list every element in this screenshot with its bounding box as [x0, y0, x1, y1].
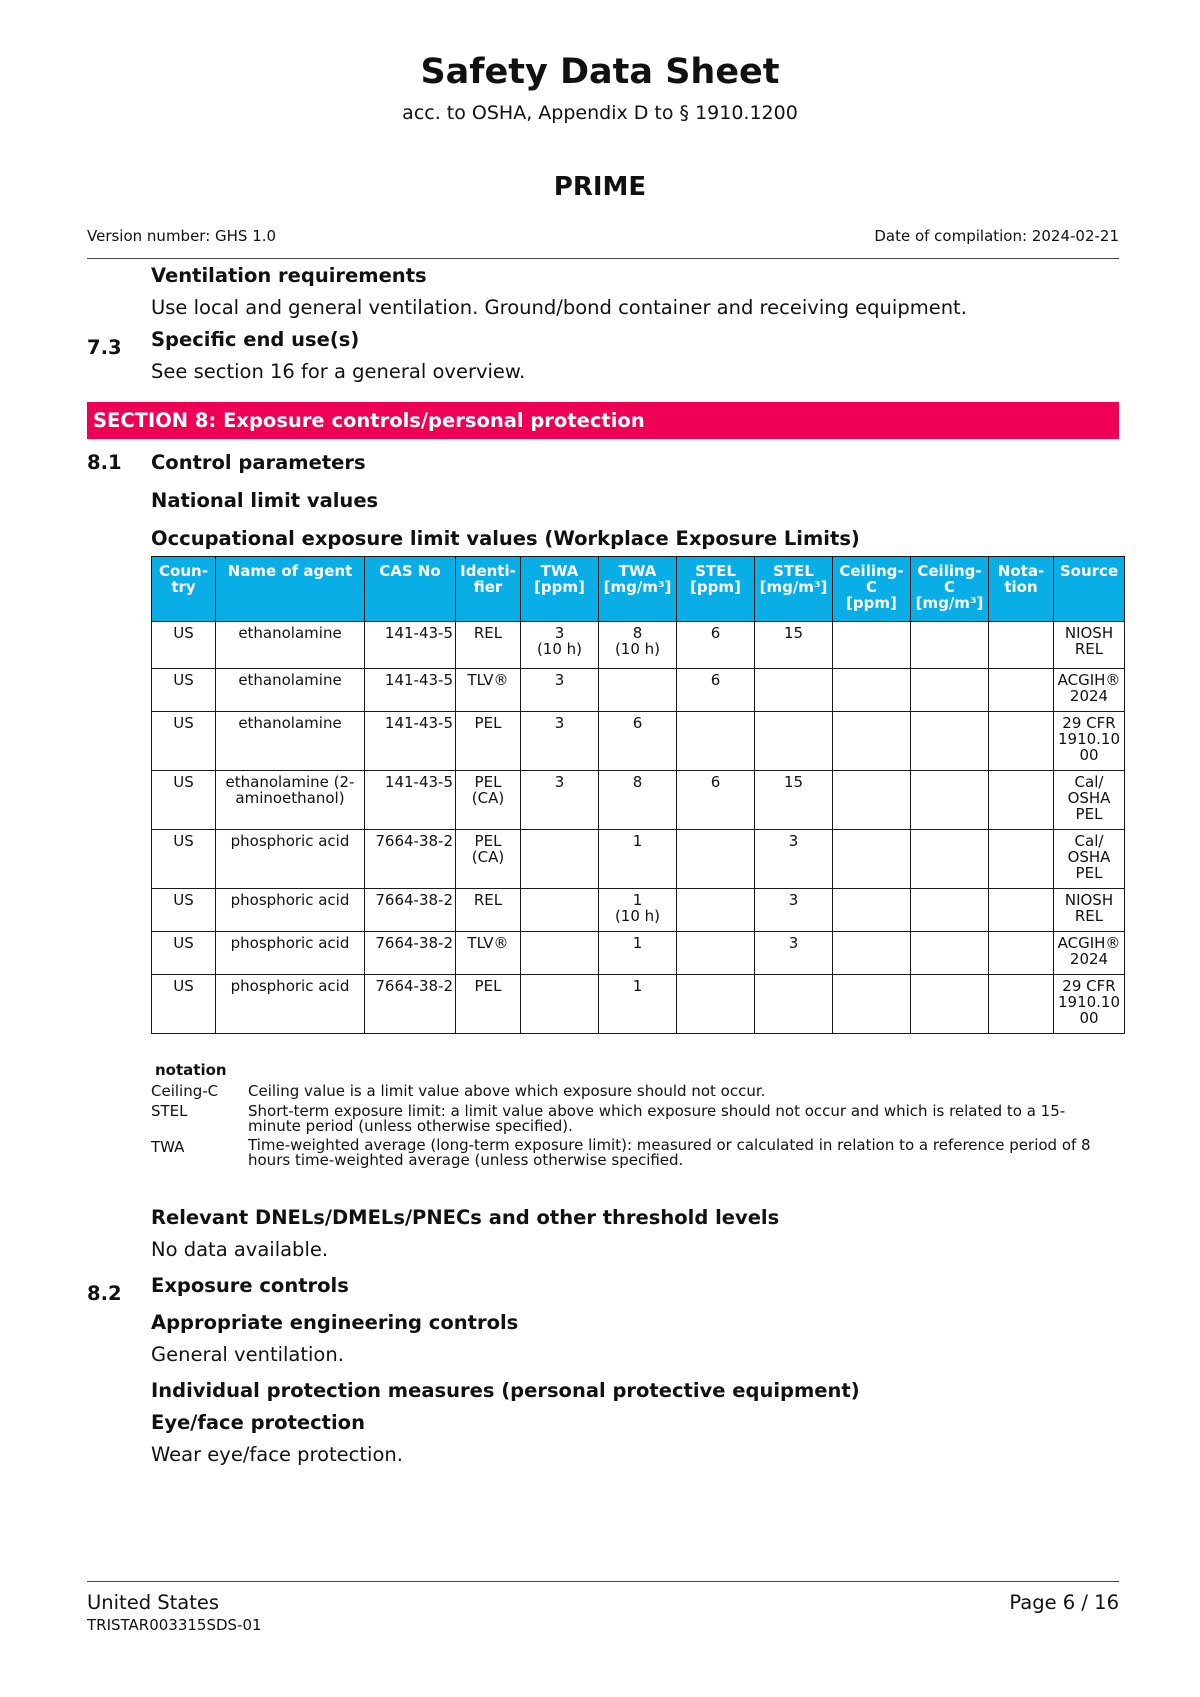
cell-twa-mg	[599, 669, 677, 712]
cell-ceiling-ppm	[833, 669, 911, 712]
cell-identifier: TLV®	[456, 669, 521, 712]
cell-stel-mg	[755, 669, 833, 712]
cell-country: US	[152, 932, 216, 975]
cell-twa-mg: 1	[599, 932, 677, 975]
section-8-banner: SECTION 8: Exposure controls/personal protection	[87, 402, 1119, 439]
column-header-ceiling-ppm: Ceiling-C [ppm]	[833, 557, 911, 622]
version-number: Version number: GHS 1.0	[87, 227, 277, 245]
cell-ceiling-ppm	[833, 712, 911, 771]
footer-document-code: TRISTAR003315SDS-01	[87, 1616, 262, 1634]
cell-identifier: REL	[456, 622, 521, 669]
eye-protection-heading: Eye/face protection	[151, 1411, 365, 1434]
cell-twa-ppm: 3	[521, 712, 599, 771]
table-row	[152, 830, 1125, 889]
cell-agent-name: phosphoric acid	[216, 975, 365, 1034]
cell-ceiling-mg	[911, 975, 989, 1034]
cell-identifier: PEL (CA)	[456, 830, 521, 889]
cell-ceiling-ppm	[833, 830, 911, 889]
table-row	[152, 932, 1125, 975]
column-header-stel-ppm: STEL [ppm]	[677, 557, 755, 622]
table-row	[152, 669, 1125, 712]
cell-twa-mg: 1	[599, 975, 677, 1034]
cell-cas-no: 141-43-5	[365, 712, 456, 771]
cell-cas-no: 7664-38-2	[365, 975, 456, 1034]
cell-twa-mg: 6	[599, 712, 677, 771]
cell-ceiling-mg	[911, 669, 989, 712]
cell-notation	[989, 622, 1054, 669]
cell-cas-no: 7664-38-2	[365, 932, 456, 975]
oel-table-heading: Occupational exposure limit values (Workplace Exposure Limits)	[151, 527, 860, 550]
cell-stel-mg: 15	[755, 771, 833, 830]
ventilation-heading: Ventilation requirements	[151, 264, 427, 287]
cell-stel-ppm: 6	[677, 669, 755, 712]
column-header-cas-no: CAS No	[365, 557, 456, 622]
cell-country: US	[152, 889, 216, 932]
cell-twa-mg: 8	[599, 771, 677, 830]
cell-ceiling-ppm	[833, 889, 911, 932]
cell-country: US	[152, 771, 216, 830]
specific-end-use-text: See section 16 for a general overview.	[151, 360, 526, 383]
cell-cas-no: 7664-38-2	[365, 889, 456, 932]
cell-cas-no: 141-43-5	[365, 622, 456, 669]
cell-twa-ppm	[521, 889, 599, 932]
cell-identifier: REL	[456, 889, 521, 932]
cell-country: US	[152, 669, 216, 712]
exposure-controls-heading: Exposure controls	[151, 1274, 349, 1297]
notation-text-stel: Short-term exposure limit: a limit value above which exposure should not occur and which is related to a 15-minute period (unless otherwise specified).	[248, 1102, 1066, 1135]
notation-key-stel: STEL	[151, 1102, 188, 1120]
dnel-heading: Relevant DNELs/DMELs/PNECs and other threshold levels	[151, 1206, 780, 1229]
column-header-identifier: Identi- fier	[456, 557, 521, 622]
cell-twa-mg: 8 (10 h)	[599, 622, 677, 669]
notation-key-ceiling: Ceiling-C	[151, 1082, 219, 1100]
cell-agent-name: phosphoric acid	[216, 889, 365, 932]
footer-divider	[87, 1581, 1119, 1582]
column-header-twa-ppm: TWA [ppm]	[521, 557, 599, 622]
cell-country: US	[152, 830, 216, 889]
table-row	[152, 622, 1125, 669]
cell-agent-name: ethanolamine	[216, 712, 365, 771]
eye-protection-text: Wear eye/face protection.	[151, 1443, 403, 1466]
cell-stel-ppm	[677, 889, 755, 932]
ppe-heading: Individual protection measures (personal protective equipment)	[151, 1379, 860, 1402]
cell-source: NIOSH REL	[1054, 622, 1125, 669]
header-divider	[87, 258, 1119, 259]
cell-stel-ppm: 6	[677, 622, 755, 669]
cell-ceiling-mg	[911, 712, 989, 771]
notation-text-twa: Time-weighted average (long-term exposure limit): measured or calculated in relation to a reference period of 8 hours time-weighted average (unless otherwise specified.	[248, 1136, 1091, 1169]
column-header-notation: Nota- tion	[989, 557, 1054, 622]
control-parameters-heading: Control parameters	[151, 451, 366, 474]
cell-ceiling-mg	[911, 622, 989, 669]
cell-notation	[989, 771, 1054, 830]
cell-stel-ppm	[677, 932, 755, 975]
cell-source: 29 CFR 1910.10 00	[1054, 712, 1125, 771]
cell-twa-mg: 1	[599, 830, 677, 889]
cell-source: ACGIH® 2024	[1054, 932, 1125, 975]
section-number-7-3: 7.3	[87, 336, 122, 359]
table-row	[152, 889, 1125, 932]
cell-twa-ppm	[521, 975, 599, 1034]
cell-notation	[989, 889, 1054, 932]
engineering-controls-text: General ventilation.	[151, 1343, 344, 1366]
cell-ceiling-mg	[911, 830, 989, 889]
national-limit-values-heading: National limit values	[151, 489, 379, 512]
column-header-ceiling-mg: Ceiling-C [mg/m³]	[911, 557, 989, 622]
document-title: Safety Data Sheet	[420, 52, 780, 92]
notation-key-twa: TWA	[151, 1138, 185, 1156]
compilation-date: Date of compilation: 2024-02-21	[874, 227, 1119, 245]
cell-ceiling-mg	[911, 771, 989, 830]
cell-cas-no: 141-43-5	[365, 771, 456, 830]
section-number-8-2: 8.2	[87, 1282, 122, 1305]
cell-stel-ppm	[677, 975, 755, 1034]
cell-twa-ppm	[521, 932, 599, 975]
document-subtitle: acc. to OSHA, Appendix D to § 1910.1200	[402, 102, 798, 124]
product-name: PRIME	[553, 172, 647, 202]
column-header-stel-mg: STEL [mg/m³]	[755, 557, 833, 622]
cell-notation	[989, 932, 1054, 975]
cell-agent-name: ethanolamine	[216, 622, 365, 669]
notation-title: notation	[155, 1061, 227, 1079]
cell-ceiling-ppm	[833, 622, 911, 669]
cell-identifier: PEL	[456, 712, 521, 771]
cell-twa-mg: 1 (10 h)	[599, 889, 677, 932]
cell-ceiling-mg	[911, 932, 989, 975]
table-row	[152, 975, 1125, 1034]
cell-ceiling-ppm	[833, 932, 911, 975]
cell-agent-name: phosphoric acid	[216, 830, 365, 889]
column-header-country: Coun- try	[152, 557, 216, 622]
column-header-agent-name: Name of agent	[216, 557, 365, 622]
cell-identifier: PEL	[456, 975, 521, 1034]
cell-twa-ppm	[521, 830, 599, 889]
footer-page-number: Page 6 / 16	[1009, 1591, 1119, 1614]
cell-source: Cal/ OSHA PEL	[1054, 830, 1125, 889]
cell-notation	[989, 830, 1054, 889]
table-row	[152, 771, 1125, 830]
cell-twa-ppm: 3	[521, 669, 599, 712]
cell-notation	[989, 975, 1054, 1034]
cell-stel-mg: 15	[755, 622, 833, 669]
cell-twa-ppm: 3	[521, 771, 599, 830]
cell-country: US	[152, 622, 216, 669]
notation-text-ceiling: Ceiling value is a limit value above which exposure should not occur.	[248, 1082, 766, 1100]
cell-country: US	[152, 712, 216, 771]
cell-agent-name: ethanolamine (2- aminoethanol)	[216, 771, 365, 830]
cell-ceiling-mg	[911, 889, 989, 932]
cell-agent-name: phosphoric acid	[216, 932, 365, 975]
cell-identifier: PEL (CA)	[456, 771, 521, 830]
cell-country: US	[152, 975, 216, 1034]
ventilation-text: Use local and general ventilation. Ground/bond container and receiving equipment.	[151, 296, 967, 319]
footer-country: United States	[87, 1591, 220, 1614]
cell-stel-mg	[755, 712, 833, 771]
cell-stel-ppm: 6	[677, 771, 755, 830]
cell-source: NIOSH REL	[1054, 889, 1125, 932]
cell-ceiling-ppm	[833, 771, 911, 830]
cell-cas-no: 7664-38-2	[365, 830, 456, 889]
column-header-twa-mg: TWA [mg/m³]	[599, 557, 677, 622]
cell-agent-name: ethanolamine	[216, 669, 365, 712]
dnel-text: No data available.	[151, 1238, 329, 1261]
engineering-controls-heading: Appropriate engineering controls	[151, 1311, 519, 1334]
cell-notation	[989, 712, 1054, 771]
cell-stel-mg: 3	[755, 830, 833, 889]
cell-source: 29 CFR 1910.10 00	[1054, 975, 1125, 1034]
cell-stel-ppm	[677, 712, 755, 771]
cell-notation	[989, 669, 1054, 712]
cell-source: ACGIH® 2024	[1054, 669, 1125, 712]
cell-identifier: TLV®	[456, 932, 521, 975]
cell-twa-ppm: 3 (10 h)	[521, 622, 599, 669]
cell-stel-mg	[755, 975, 833, 1034]
cell-stel-ppm	[677, 830, 755, 889]
specific-end-use-heading: Specific end use(s)	[151, 328, 360, 351]
table-header-row	[152, 557, 1125, 622]
cell-ceiling-ppm	[833, 975, 911, 1034]
cell-cas-no: 141-43-5	[365, 669, 456, 712]
section-number-8-1: 8.1	[87, 451, 122, 474]
exposure-limits-table	[151, 556, 1125, 1034]
column-header-source: Source	[1054, 557, 1125, 622]
cell-stel-mg: 3	[755, 889, 833, 932]
cell-source: Cal/ OSHA PEL	[1054, 771, 1125, 830]
table-body	[152, 622, 1125, 1034]
cell-stel-mg: 3	[755, 932, 833, 975]
table-row	[152, 712, 1125, 771]
